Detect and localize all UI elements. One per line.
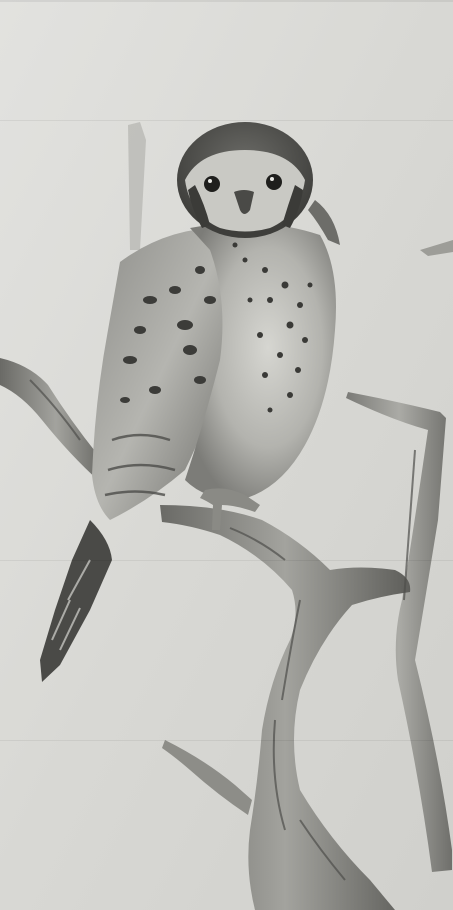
bird-eye-right bbox=[266, 174, 282, 190]
bird-eye-left bbox=[204, 176, 220, 192]
